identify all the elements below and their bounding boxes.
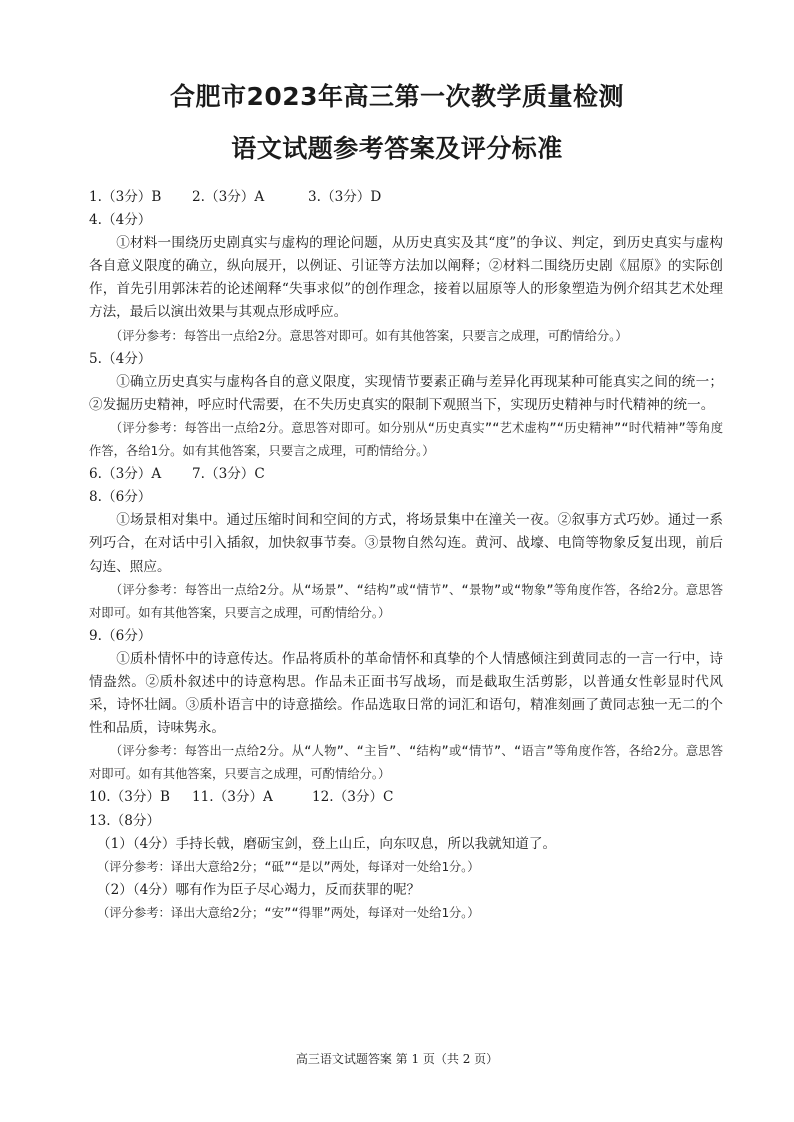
- answer-content: [89, 186, 723, 925]
- q9-heading: 9.（6分）: [89, 627, 152, 644]
- page-footer: 高三语文试题答案 第 1 页（共 2 页）: [295, 1052, 499, 1066]
- answer-row-6-7: [89, 463, 723, 486]
- q13-part2-answer: （2）（4分）哪有作为臣子尽心竭力，反而获罪的呢？: [97, 881, 421, 898]
- q5-scoring: （评分参考：每答出一点给2分。意思答对即可。如分别从“历史真实”“艺术虚构”“历史精神”“时代精神”等角度作答，各给1分。如有其他答案，只要言之成理，可酌情给分。）: [89, 420, 723, 459]
- answer-q2: 2.（3分）A: [192, 189, 265, 205]
- answer-row-10-12: [89, 786, 723, 809]
- page-title: 合肥市2023年高三第一次教学质量检测: [169, 82, 625, 111]
- q4-answer: ①材料一围绕历史剧真实与虚构的理论问题，从历史真实及其“度”的争议、判定，到历史真实与虚构各自意义限度的确立，纵向展开，以例证、引证等方法加以阐释；②材料二围绕历史剧《屈原》的实际创作，首先引用郭沫若的论述阐释“失事求似”的创作理念，接着以屈原等人的形象塑造为例介绍其艺术处理方法，最后以演出效果与其观点形成呼应。: [89, 235, 723, 321]
- page-subtitle: 语文试题参考答案及评分标准: [231, 134, 563, 163]
- answer-q3: 3.（3分）D: [308, 189, 382, 205]
- q4-scoring: （评分参考：每答出一点给2分。意思答对即可。如有其他答案，只要言之成理，可酌情给分。）: [109, 328, 628, 343]
- q5-heading: 5.（4分）: [89, 350, 152, 367]
- q8-scoring: （评分参考：每答出一点给2分。从“场景”、“结构”或“情节”、“景物”或“物象”等角度作答，各给2分。意思答对即可。如有其他答案，只要言之成理，可酌情给分。）: [89, 582, 723, 620]
- q4-heading: 4.（4分）: [89, 212, 152, 229]
- answer-row-1-3: [89, 186, 723, 209]
- answer-q7: 7.（3分）C: [192, 466, 265, 483]
- answer-q11: 11.（3分）A: [192, 789, 273, 806]
- q9-answer: ①质朴情怀中的诗意传达。作品将质朴的革命情怀和真挚的个人情感倾注到黄同志的一言一行中，诗情盎然。②质朴叙述中的诗意构思。作品未正面书写战场，而是截取生活剪影，以普通女性彰显时代风采，诗怀壮阔。③质朴语言中的诗意描绘。作品选取日常的词汇和语句，精准刻画了黄同志独一无二的个性和品质，诗味隽永。: [89, 650, 723, 737]
- q13-part2-scoring: （评分参考：译出大意给2分；“安”“得罪”两处，每译对一处给1分。）: [97, 905, 480, 920]
- answer-q6: 6.（3分）A: [89, 466, 162, 483]
- q8-answer: ①场景相对集中。通过压缩时间和空间的方式，将场景集中在潼关一夜。②叙事方式巧妙。通过一系列巧合，在对话中引入插叙，加快叙事节奏。③景物自然勾连。黄河、战壕、电筒等物象反复出现，前后勾连、照应。: [89, 512, 723, 575]
- q13-part1-scoring: （评分参考：译出大意给2分；“砥”“是以”两处，每译对一处给1分。）: [97, 859, 480, 874]
- q13-part1-answer: （1）（4分）手持长戟，磨砺宝剑，登上山丘，向东叹息，所以我就知道了。: [97, 835, 557, 852]
- q9-scoring: （评分参考：每答出一点给2分。从“人物”、“主旨”、“结构”或“情节”、“语言”等角度作答，各给2分。意思答对即可。如有其他答案，只要言之成理，可酌情给分。）: [89, 744, 723, 782]
- answer-q10: 10.（3分）B: [89, 789, 171, 806]
- q5-answer: ①确立历史真实与虚构各自的意义限度，实现情节要素正确与差异化再现某种可能真实之间的统一；②发掘历史精神，呼应时代需要，在不失历史真实的限制下观照当下，实现历史精神与时代精神的统一。: [89, 373, 723, 413]
- q13-heading: 13.（8分）: [89, 812, 161, 829]
- q8-heading: 8.（6分）: [89, 489, 152, 506]
- answer-q1: 1.（3分）B: [89, 189, 162, 205]
- answer-q12: 12.（3分）C: [312, 789, 394, 806]
